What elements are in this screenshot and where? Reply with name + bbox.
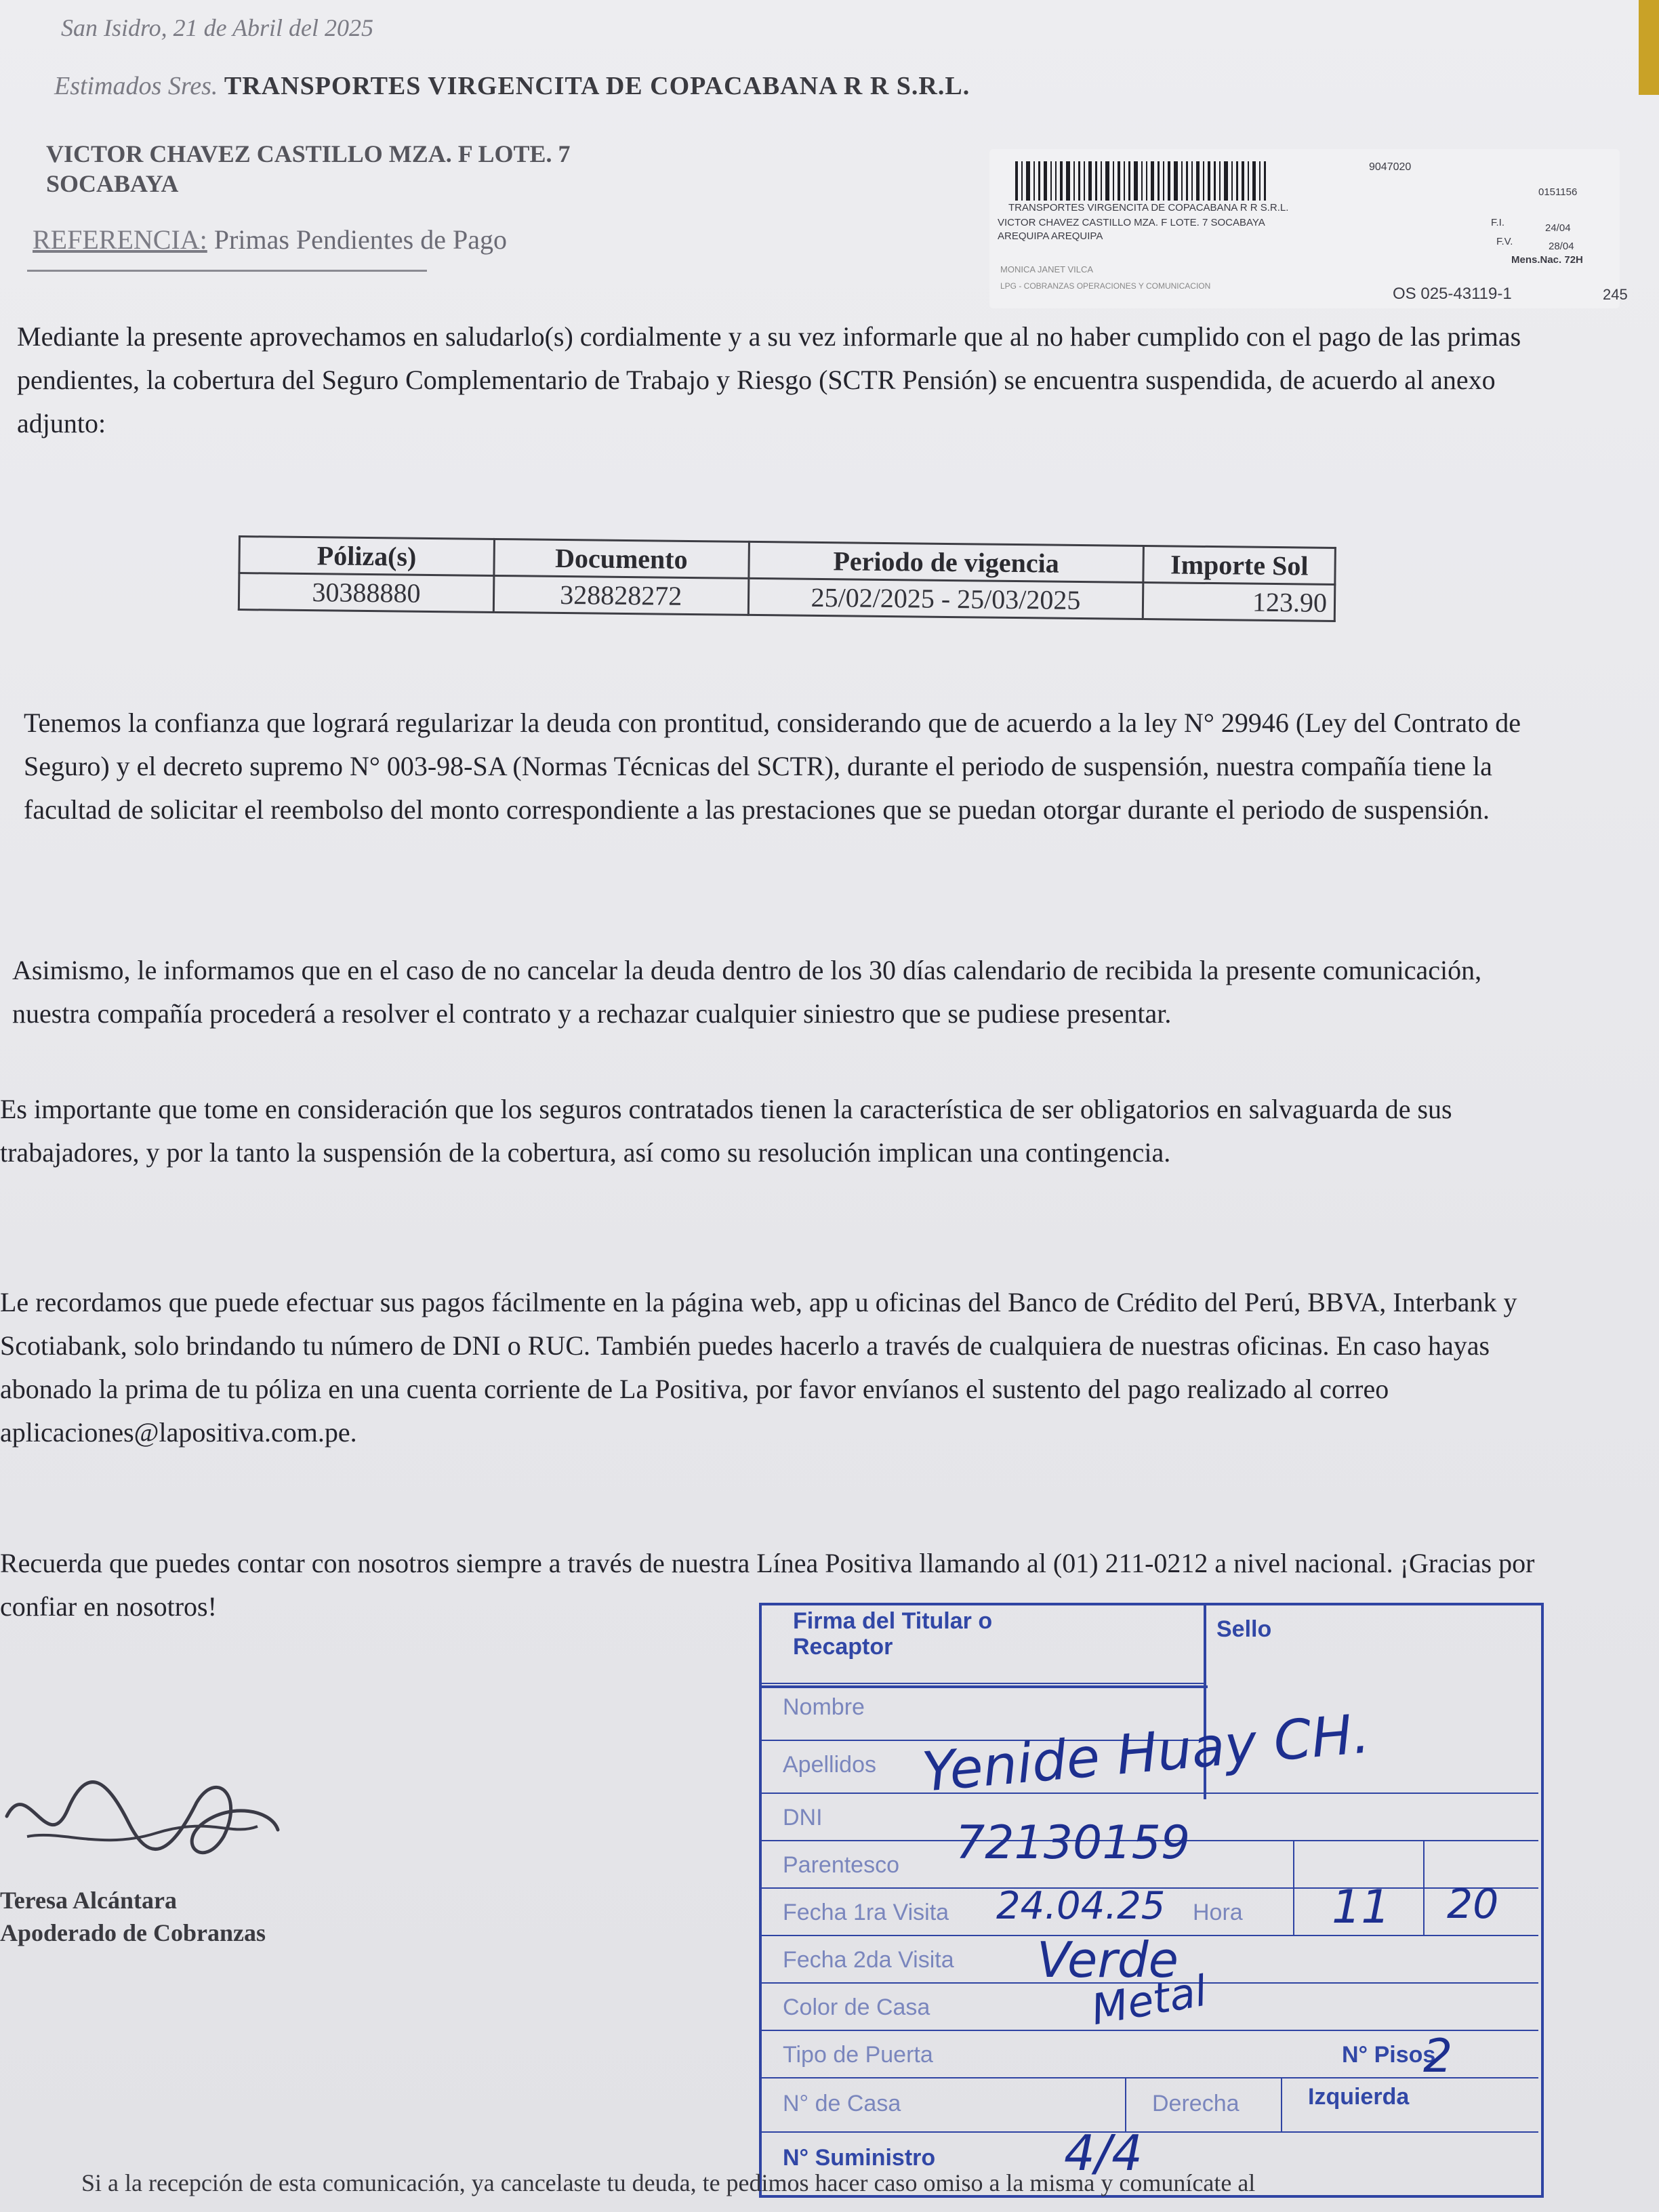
barcode-bar — [1248, 161, 1249, 201]
document-cell: 328828272 — [493, 575, 748, 615]
visit-stamp — [745, 1596, 1559, 2206]
barcode-bar — [1141, 161, 1143, 201]
ncasa-label: N° de Casa — [783, 2091, 901, 2116]
reference-underline — [27, 270, 427, 272]
barcode-bar — [1078, 161, 1080, 201]
barcode-bar — [1113, 161, 1114, 201]
derecha-label: Derecha — [1152, 2091, 1240, 2116]
izquierda-label: Izquierda — [1308, 2084, 1410, 2110]
debt-table — [238, 535, 1336, 622]
os-code: OS 025-43119-1 — [1393, 285, 1512, 303]
operator-name: MONICA JANET VILCA — [1000, 264, 1094, 274]
barcode-bar — [1033, 161, 1035, 201]
service-type: Mens.Nac. 72H — [1511, 254, 1583, 266]
page-edge-background — [1639, 0, 1659, 95]
barcode-bar — [1101, 161, 1102, 201]
stamp-rule — [759, 2030, 1538, 2031]
recipient-name: TRANSPORTES VIRGENCITA DE COPACABANA R R S.R.L. — [224, 72, 970, 100]
tipo-puerta-label: Tipo de Puerta — [783, 2042, 933, 2068]
stamp-col-rule — [1281, 2077, 1282, 2131]
handwritten-color: Metal — [1087, 1965, 1211, 2035]
paragraph-obligation: Es importante que tome en consideración que los seguros contratados tienen la característica de ser obligatorios en salvaguarda de sus trabajadores, y por la tanto la suspensión de la cobertura, así como su resolución implican una contingencia. — [0, 1094, 1452, 1168]
barcode-bar — [1174, 161, 1178, 201]
barcode-bar — [1124, 161, 1125, 201]
barcode-bar — [1186, 161, 1188, 201]
letter-date: San Isidro, 21 de Abril del 2025 — [61, 14, 373, 41]
handwritten-hora: 11 — [1332, 1881, 1391, 1934]
stamp-col-rule — [1293, 1840, 1294, 1935]
barcode-bar — [1060, 161, 1063, 201]
stamp-rule — [759, 2131, 1538, 2133]
os-seq: 245 — [1603, 286, 1628, 303]
barcode-bar — [1038, 161, 1040, 201]
reference-label: REFERENCIA: — [33, 224, 207, 255]
parentesco-label: Parentesco — [783, 1852, 899, 1878]
handwritten-fecha1: 24.04.25 — [996, 1884, 1166, 1928]
barcode-bar — [1231, 161, 1233, 201]
fecha2-label: Fecha 2da Visita — [783, 1947, 954, 1973]
paragraph-resolution: Asimismo, le informamos que en el caso de no cancelar la deuda dentro de los 30 días calendario de recibida la presente comunicación, nuestra compañía procederá a resolver el contrato y a rechazar cualquier siniestro que se pudiese presentar. — [12, 955, 1482, 1029]
handwritten-dni: 72130159 — [956, 1816, 1191, 1870]
stamp-rule — [759, 2077, 1538, 2078]
apellidos-label: Apellidos — [783, 1752, 876, 1778]
period-cell: 25/02/2025 - 25/03/2025 — [748, 578, 1143, 619]
signer-title: Apoderado de Cobranzas — [0, 1919, 266, 1946]
mail-number: 0151156 — [1538, 186, 1578, 198]
column-header: Documento — [494, 539, 749, 578]
barcode-bar — [1055, 161, 1057, 201]
barcode-bar — [1242, 161, 1244, 201]
paragraph-payments: Le recordamos que puede efectuar sus pagos fácilmente en la página web, app u oficinas del Banco de Crédito del Perú, BBVA, Interbank y Scotiabank, solo brindando tu número de DNI o RUC. También puedes hacerlo a través de cualquiera de nuestras oficinas. En caso hayas abonado la prima de tu póliza en una cuenta corriente de La Positiva, por favor envíanos el sustento del pago realizado al correo aplicaciones@lapositiva.com.pe. — [0, 1287, 1517, 1448]
barcode-bar — [1066, 161, 1070, 201]
handwritten-minutos: 20 — [1447, 1881, 1499, 1928]
handwritten-apellidos: Yenide Huay CH. — [920, 1702, 1372, 1804]
fecha1-label: Fecha 1ra Visita — [783, 1900, 949, 1925]
color-label: Color de Casa — [783, 1994, 930, 2020]
nombre-label: Nombre — [783, 1694, 865, 1720]
barcode-bar — [1181, 161, 1183, 201]
barcode-bar — [1095, 161, 1097, 201]
barcode-bar — [1224, 161, 1228, 201]
policy-cell: 30388880 — [239, 573, 493, 613]
barcode-bar — [1259, 161, 1261, 201]
stamp-col-rule — [1423, 1840, 1425, 1935]
hora-label: Hora — [1193, 1900, 1243, 1925]
suministro-label: N° Suministro — [783, 2145, 936, 2171]
mail-line-2: VICTOR CHAVEZ CASTILLO MZA. F LOTE. 7 SOCABAYA — [998, 217, 1265, 228]
signature-image — [0, 1762, 285, 1877]
amount-cell: 123.90 — [1143, 582, 1335, 621]
recipient-address — [46, 139, 571, 199]
mail-line-1: TRANSPORTES VIRGENCITA DE COPACABANA R R S.R.L. — [1008, 202, 1289, 213]
barcode-bar — [1021, 161, 1023, 201]
barcode-bar — [1208, 161, 1210, 201]
barcode-bar — [1252, 161, 1256, 201]
address-line-2: SOCABAYA — [46, 170, 179, 197]
footer-note: Si a la recepción de esta comunicación, ya cancelaste tu deuda, te pedimos hacer caso omiso a la misma y comunícate al — [81, 2169, 1256, 2196]
barcode-bar — [1073, 161, 1075, 201]
signer-name: Teresa Alcántara — [0, 1887, 177, 1914]
barcode-bar — [1128, 161, 1130, 201]
stamp-rule — [759, 1793, 1538, 1794]
handwritten-suministro: 4/4 — [1064, 2125, 1143, 2182]
barcode-bar — [1105, 161, 1109, 201]
barcode-bar — [1196, 161, 1200, 201]
barcode-bar — [1088, 161, 1092, 201]
reference-line — [33, 224, 507, 255]
column-header: Periodo de vigencia — [748, 541, 1143, 582]
fv-value: 28/04 — [1549, 241, 1574, 252]
stamp-col-rule — [1125, 2077, 1126, 2131]
fi-label: F.I. — [1491, 217, 1505, 228]
barcode-bar — [1163, 161, 1164, 201]
paragraph-contact: Recuerda que puedes contar con nosotros siempre a través de nuestra Línea Positiva llamando al (01) 211-0212 a nivel nacional. ¡Gracias por confiar en nosotros! — [0, 1548, 1535, 1622]
stamp-rule — [759, 1683, 1206, 1684]
fi-value: 24/04 — [1545, 222, 1571, 234]
area-name: LPG - COBRANZAS OPERACIONES Y COMUNICACION — [1000, 281, 1211, 291]
sello-label: Sello — [1216, 1616, 1272, 1642]
barcode-bar — [1015, 161, 1018, 201]
barcode-bar — [1026, 161, 1030, 201]
mail-line-3: AREQUIPA AREQUIPA — [998, 230, 1103, 242]
barcode-code: 9047020 — [1369, 161, 1412, 173]
intro-paragraph: Mediante la presente aprovechamos en saludarlo(s) cordialmente y a su vez informarle que al no haber cumplido con el pago de las primas pendientes, la cobertura del Seguro Complementario de Trabajo y Riesgo (SCTR Pensión) se encuentra suspendida, de acuerdo al anexo adjunto: — [17, 321, 1521, 438]
barcode-bar — [1050, 161, 1052, 201]
barcode-icon — [1015, 161, 1347, 201]
barcode-bar — [1044, 161, 1047, 201]
reference-text: Primas Pendientes de Pago — [213, 224, 507, 255]
barcode-bar — [1158, 161, 1160, 201]
column-header: Importe Sol — [1143, 546, 1335, 584]
barcode-bar — [1084, 161, 1085, 201]
dni-label: DNI — [783, 1805, 823, 1830]
pisos-label: N° Pisos — [1342, 2042, 1436, 2068]
barcode-bar — [1168, 161, 1170, 201]
barcode-bar — [1146, 161, 1147, 201]
barcode-bar — [1191, 161, 1193, 201]
handwritten-fecha2: Verde — [1037, 1931, 1179, 1988]
barcode-bar — [1151, 161, 1154, 201]
barcode-bar — [1203, 161, 1204, 201]
paragraph-law: Tenemos la confianza que logrará regularizar la deuda con prontitud, considerando que de acuerdo a la ley N° 29946 (Ley del Contrato de Seguro) y el decreto supremo N° 003-98-SA (Normas Técnicas del SCTR), durante el periodo de suspensión, nuestra compañía tiene la facultad de solicitar el reembolso del monto correspondiente a las prestaciones que se puedan otorgar durante el periodo de suspensión. — [24, 708, 1521, 825]
mail-label — [989, 149, 1628, 308]
barcode-bar — [1236, 161, 1238, 201]
recipient-line — [54, 71, 970, 101]
firma-label: Firma del Titular o Recaptor — [793, 1608, 993, 1660]
address-line-1: VICTOR CHAVEZ CASTILLO MZA. F LOTE. 7 — [46, 140, 571, 167]
barcode-bar — [1219, 161, 1221, 201]
column-header: Póliza(s) — [239, 537, 494, 576]
signer-block — [0, 1884, 266, 1949]
barcode-bar — [1214, 161, 1216, 201]
barcode-bar — [1264, 161, 1266, 201]
handwritten-pisos: 2 — [1423, 2030, 1453, 2083]
recipient-label: Estimados Sres. — [54, 72, 218, 100]
barcode-bar — [1118, 161, 1120, 201]
barcode-bar — [1134, 161, 1138, 201]
fv-label: F.V. — [1496, 236, 1513, 247]
